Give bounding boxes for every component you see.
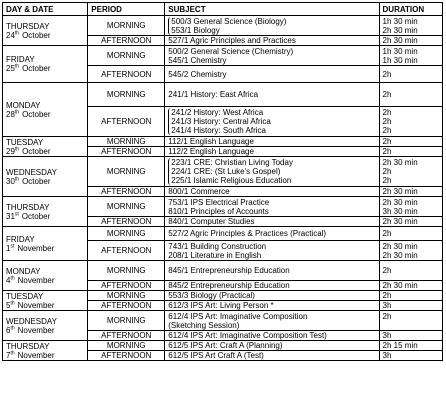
period-cell: AFTERNOON xyxy=(88,217,165,227)
day-date-cell xyxy=(3,291,88,311)
subject-line: 612/4 IPS Art: Imaginative Composition xyxy=(168,311,308,321)
duration-cell xyxy=(379,227,442,241)
period-cell: MORNING xyxy=(88,157,165,187)
duration-cell xyxy=(379,157,442,187)
duration-cell xyxy=(379,197,442,217)
subject-cell xyxy=(165,36,379,46)
date-month: November xyxy=(17,325,55,335)
period-cell: MORNING xyxy=(88,46,165,66)
period-cell: MORNING xyxy=(88,16,165,36)
duration-cell xyxy=(379,187,442,197)
date-label xyxy=(6,110,84,119)
subject-line: 553/3 Biology (Practical) xyxy=(168,291,255,300)
table-row xyxy=(3,157,443,187)
date-month: October xyxy=(22,176,51,186)
duration-cell xyxy=(379,46,442,66)
exam-timetable xyxy=(2,2,443,361)
subject-line: 241/1 History: East Africa xyxy=(168,90,259,99)
subject-cell xyxy=(165,227,379,241)
duration-line: 2h xyxy=(382,311,392,321)
day-date-cell xyxy=(3,83,88,137)
subject-line: 527/2 Agric Principles & Practices (Practical) xyxy=(168,229,327,238)
duration-cell xyxy=(379,147,442,157)
subject-cell xyxy=(165,341,379,351)
date-month: October xyxy=(22,30,51,40)
date-month: October xyxy=(22,64,51,73)
subject-line: 500/2 General Science (Chemistry) xyxy=(168,46,294,56)
day-name: MONDAY xyxy=(6,100,41,110)
subject-cell xyxy=(165,66,379,83)
day-name: TUESDAY xyxy=(6,291,44,301)
date-suffix: th xyxy=(10,274,15,281)
date-label xyxy=(6,31,84,40)
date-suffix: th xyxy=(14,108,20,115)
date-number: 6 xyxy=(6,325,11,335)
header-duration: DURATION xyxy=(379,3,442,16)
period-cell: AFTERNOON xyxy=(88,331,165,341)
subject-cell xyxy=(165,187,379,197)
period-cell: MORNING xyxy=(88,311,165,331)
duration-cell xyxy=(379,281,442,291)
duration-line: 2h xyxy=(382,167,392,176)
subject-cell xyxy=(165,217,379,227)
duration-line: 2h 30 min xyxy=(382,197,418,207)
period-cell: MORNING xyxy=(88,291,165,301)
subject-line: 743/1 Building Construction xyxy=(168,241,267,251)
period-cell: AFTERNOON xyxy=(88,241,165,261)
subject-cell xyxy=(165,301,379,311)
subject-cell xyxy=(165,107,379,137)
day-name: WEDNESDAY xyxy=(6,316,57,326)
table-row xyxy=(3,16,443,36)
table-row xyxy=(3,291,443,301)
subject-cell xyxy=(165,331,379,341)
date-suffix: th xyxy=(10,299,15,306)
table-row xyxy=(3,197,443,217)
duration-line: 3h xyxy=(382,331,392,340)
date-label xyxy=(6,64,84,73)
period-cell: MORNING xyxy=(88,197,165,217)
subject-cell xyxy=(165,137,379,147)
period-cell: AFTERNOON xyxy=(88,187,165,197)
day-name: THURSDAY xyxy=(6,341,50,351)
duration-line: 2h xyxy=(382,90,392,99)
subject-line: 112/1 English Language xyxy=(168,137,254,146)
subject-line: 527/1 Agric Principles and Practices xyxy=(168,36,296,45)
duration-line: 1h 30 min xyxy=(382,16,418,26)
period-cell: AFTERNOON xyxy=(88,36,165,46)
subject-line: 500/3 General Science (Biology) xyxy=(171,16,287,26)
subject-line: 612/3 IPS Art: Living Person * xyxy=(168,301,274,310)
period-cell: MORNING xyxy=(88,83,165,107)
duration-cell xyxy=(379,16,442,36)
day-date-cell xyxy=(3,197,88,227)
duration-cell xyxy=(379,36,442,46)
duration-cell xyxy=(379,301,442,311)
period-cell: AFTERNOON xyxy=(88,281,165,291)
date-number: 28 xyxy=(6,109,15,119)
subject-line: 612/5 IPS Art: Craft A (Planning) xyxy=(168,341,283,350)
duration-line: 2h xyxy=(382,147,392,156)
duration-line: 3h xyxy=(382,351,392,360)
table-row xyxy=(3,137,443,147)
header-row xyxy=(3,3,443,16)
duration-cell xyxy=(379,241,442,261)
period-cell: MORNING xyxy=(88,227,165,241)
table-row xyxy=(3,227,443,241)
duration-cell xyxy=(379,291,442,301)
subject-line: 800/1 Commerce xyxy=(168,187,230,196)
period-cell: AFTERNOON xyxy=(88,147,165,157)
table-row xyxy=(3,261,443,281)
subject-cell xyxy=(165,311,379,331)
subject-line: 208/1 Literature in English xyxy=(168,250,262,260)
duration-cell xyxy=(379,331,442,341)
subject-line: 840/1 Computer Studies xyxy=(168,217,255,226)
table-row xyxy=(3,83,443,107)
day-name: MONDAY xyxy=(6,266,41,276)
day-name: THURSDAY xyxy=(6,202,50,212)
date-suffix: st xyxy=(14,210,19,217)
date-suffix: th xyxy=(14,63,20,70)
duration-line: 2h xyxy=(382,176,392,185)
date-number: 30 xyxy=(6,176,15,186)
date-label xyxy=(6,351,84,360)
period-cell: AFTERNOON xyxy=(88,66,165,83)
header-day-date: DAY & DATE xyxy=(3,3,88,16)
date-label xyxy=(6,276,84,285)
day-date-cell xyxy=(3,261,88,291)
period-cell: AFTERNOON xyxy=(88,301,165,311)
subject-cell xyxy=(165,261,379,281)
subject-line: 241/2 History: West Africa xyxy=(171,108,264,117)
date-label xyxy=(6,326,84,335)
subject-cell xyxy=(165,351,379,361)
day-name: FRIDAY xyxy=(6,234,35,244)
subject-line: 241/3 History: Central Africa xyxy=(171,117,271,126)
subject-line: 224/1 CRE: (St Luke's Gospel) xyxy=(171,167,281,176)
duration-line: 2h 30 min xyxy=(382,250,418,260)
duration-line: 2h 30 min xyxy=(382,25,418,35)
date-number: 24 xyxy=(6,30,15,40)
table-row xyxy=(3,46,443,66)
date-suffix: th xyxy=(14,29,20,36)
day-date-cell xyxy=(3,341,88,361)
period-cell: MORNING xyxy=(88,261,165,281)
day-name: TUESDAY xyxy=(6,137,44,147)
duration-cell xyxy=(379,107,442,137)
duration-cell xyxy=(379,341,442,351)
duration-line: 3h xyxy=(382,301,392,310)
duration-line: 2h xyxy=(382,266,392,275)
date-suffix: st xyxy=(10,242,15,249)
day-date-cell xyxy=(3,157,88,197)
date-suffix: th xyxy=(14,175,20,182)
duration-line: 2h 30 min xyxy=(382,281,418,290)
subject-line: 545/1 Chemistry xyxy=(168,55,227,65)
duration-cell xyxy=(379,217,442,227)
period-cell: AFTERNOON xyxy=(88,351,165,361)
duration-line: 2h xyxy=(382,117,392,126)
date-number: 7 xyxy=(6,350,11,360)
date-month: November xyxy=(17,275,55,285)
table-row xyxy=(3,311,443,331)
date-month: October xyxy=(22,109,51,119)
subject-line: 223/1 CRE: Christian Living Today xyxy=(171,158,293,167)
date-suffix: th xyxy=(10,349,15,356)
period-cell: AFTERNOON xyxy=(88,107,165,137)
date-label xyxy=(6,177,84,186)
header-subject: SUBJECT xyxy=(165,3,379,16)
date-number: 4 xyxy=(6,275,11,285)
subject-line: 612/4 IPS Art: Imaginative Composition Test) xyxy=(168,331,327,340)
duration-line: 1h 30 min xyxy=(382,55,418,65)
duration-line: 2h 30 min xyxy=(382,217,418,226)
date-month: November xyxy=(17,350,55,360)
day-date-cell xyxy=(3,46,88,83)
date-label xyxy=(6,212,84,221)
subject-line: (Sketching Session) xyxy=(168,320,240,330)
header-period: PERIOD xyxy=(88,3,165,16)
subject-cell xyxy=(165,83,379,107)
date-label xyxy=(6,244,84,253)
subject-line: 225/1 Islamic Religious Education xyxy=(171,176,292,185)
date-number: 25 xyxy=(6,64,15,73)
subject-cell xyxy=(165,16,379,36)
date-label xyxy=(6,147,84,156)
day-date-cell xyxy=(3,227,88,261)
duration-cell xyxy=(379,311,442,331)
date-suffix: th xyxy=(10,324,15,331)
date-number: 29 xyxy=(6,146,15,156)
day-name: FRIDAY xyxy=(6,55,35,64)
date-number: 31 xyxy=(6,211,15,221)
duration-cell xyxy=(379,83,442,107)
duration-line: 2h xyxy=(382,291,392,300)
day-date-cell xyxy=(3,16,88,46)
table-row xyxy=(3,341,443,351)
date-month: November xyxy=(17,243,55,253)
duration-line xyxy=(383,321,439,330)
subject-line: 553/1 Biology xyxy=(171,25,220,35)
subject-line: 112/2 English Language xyxy=(168,147,254,156)
timetable-body xyxy=(3,16,443,361)
subject-line: 241/4 History: South Africa xyxy=(171,126,266,135)
day-date-cell xyxy=(3,137,88,157)
subject-line: 845/1 Entrepreneurship Education xyxy=(168,266,290,275)
subject-line: 753/1 IPS Electrical Practice xyxy=(168,197,270,207)
duration-line: 2h xyxy=(382,137,392,146)
subject-line: 545/2 Chemistry xyxy=(168,69,227,79)
subject-cell xyxy=(165,291,379,301)
subject-cell xyxy=(165,241,379,261)
duration-line: 2h xyxy=(382,69,392,79)
duration-line: 2h 30 min xyxy=(382,241,418,251)
subject-cell xyxy=(165,157,379,187)
subject-cell xyxy=(165,46,379,66)
date-label xyxy=(6,301,84,310)
day-name: THURSDAY xyxy=(6,21,50,31)
duration-line: 2h 30 min xyxy=(382,158,418,167)
subject-line: 612/5 IPS Art Craft A (Test) xyxy=(168,351,264,360)
date-number: 1 xyxy=(6,243,11,253)
date-suffix: th xyxy=(14,145,20,152)
subject-cell xyxy=(165,281,379,291)
duration-cell xyxy=(379,351,442,361)
subject-cell xyxy=(165,147,379,157)
duration-line: 2h xyxy=(382,108,392,117)
date-number: 5 xyxy=(6,300,11,310)
duration-line: 1h 30 min xyxy=(382,46,418,56)
duration-cell xyxy=(379,66,442,83)
duration-line: 2h xyxy=(382,229,392,238)
duration-cell xyxy=(379,261,442,281)
subject-cell xyxy=(165,197,379,217)
period-cell: MORNING xyxy=(88,341,165,351)
subject-line: 810/1 Principles of Accounts xyxy=(168,206,269,216)
duration-line: 2h 30 min xyxy=(382,36,418,45)
date-month: October xyxy=(22,146,51,156)
duration-line: 2h 30 min xyxy=(382,187,418,196)
subject-line: 845/2 Entrepreneurship Education xyxy=(168,281,290,290)
day-name: WEDNESDAY xyxy=(6,167,57,177)
duration-cell xyxy=(379,137,442,147)
day-date-cell xyxy=(3,311,88,341)
duration-line: 3h 30 min xyxy=(382,206,418,216)
period-cell: MORNING xyxy=(88,137,165,147)
duration-line: 2h xyxy=(382,126,392,135)
duration-line: 2h 15 min xyxy=(382,341,418,350)
date-month: November xyxy=(17,300,55,310)
date-month: October xyxy=(21,211,51,221)
